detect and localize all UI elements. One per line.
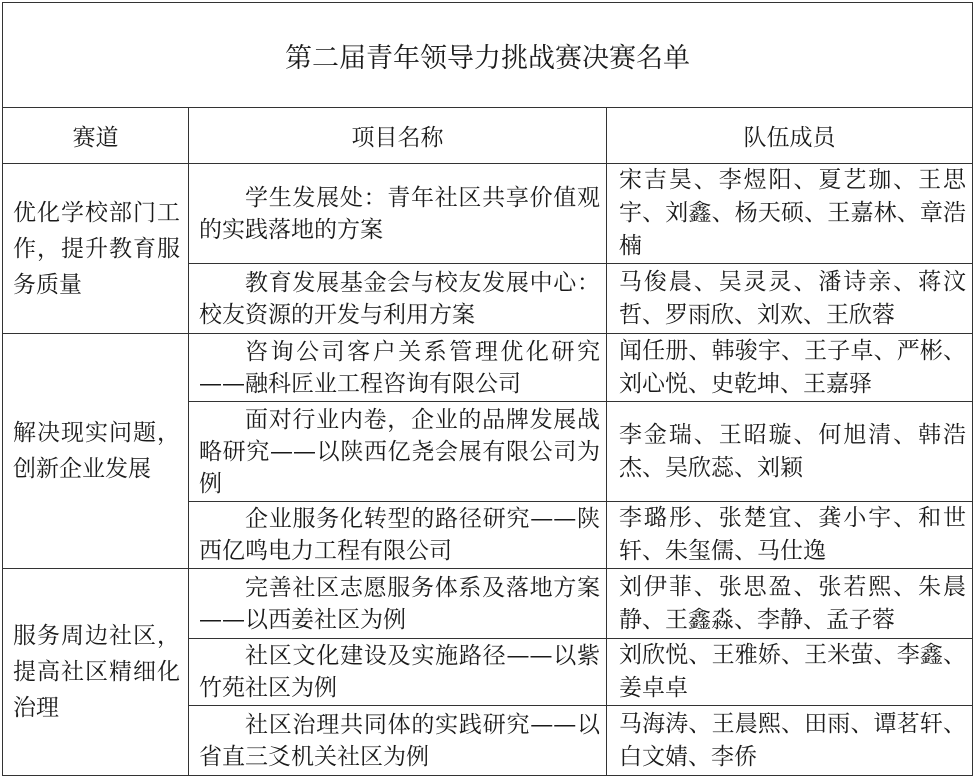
members-cell: 宋吉昊、李煜阳、夏艺珈、王思宇、刘鑫、杨天硕、王嘉林、章浩楠 — [607, 164, 973, 264]
project-cell: 企业服务化转型的路径研究——陕西亿鸣电力工程有限公司 — [189, 502, 607, 569]
project-cell: 社区治理共同体的实践研究——以省直三爻机关社区为例 — [189, 706, 607, 776]
table-row — [3, 569, 973, 639]
members-cell: 刘欣悦、王雅娇、王米萤、李鑫、姜卓卓 — [607, 639, 973, 706]
header-track: 赛道 — [3, 108, 189, 164]
project-cell: 学生发展处：青年社区共享价值观的实践落地的方案 — [189, 164, 607, 264]
project-cell: 面对行业内卷，企业的品牌发展战略研究——以陕西亿尧会展有限公司为例 — [189, 402, 607, 502]
track-cell: 优化学校部门工作，提升教育服务质量 — [3, 164, 189, 334]
project-cell: 完善社区志愿服务体系及落地方案——以西姜社区为例 — [189, 569, 607, 639]
track-cell: 解决现实问题，创新企业发展 — [3, 334, 189, 569]
members-cell: 马海涛、王晨熙、田雨、谭茗轩、白文婧、李侨 — [607, 706, 973, 776]
header-members: 队伍成员 — [607, 108, 973, 164]
members-cell: 马俊晨、吴灵灵、潘诗亲、蒋汶哲、罗雨欣、刘欢、王欣蓉 — [607, 264, 973, 334]
track-cell: 服务周边社区，提高社区精细化治理 — [3, 569, 189, 776]
title-row — [3, 3, 973, 108]
table-title: 第二届青年领导力挑战赛决赛名单 — [3, 3, 973, 108]
project-cell: 咨询公司客户关系管理优化研究——融科匠业工程咨询有限公司 — [189, 334, 607, 402]
members-cell: 李璐彤、张楚宜、龚小宇、和世轩、朱玺儒、马仕逸 — [607, 502, 973, 569]
header-row — [3, 108, 973, 164]
project-cell: 教育发展基金会与校友发展中心：校友资源的开发与利用方案 — [189, 264, 607, 334]
members-cell: 闻任册、韩骏宇、王子卓、严彬、刘心悦、史乾坤、王嘉驿 — [607, 334, 973, 402]
header-project: 项目名称 — [189, 108, 607, 164]
project-cell: 社区文化建设及实施路径——以紫竹苑社区为例 — [189, 639, 607, 706]
members-cell: 李金瑞、王昭璇、何旭清、韩浩杰、吴欣蕊、刘颖 — [607, 402, 973, 502]
finalist-table — [2, 2, 973, 776]
members-cell: 刘伊菲、张思盈、张若熙、朱晨静、王鑫淼、李静、孟子蓉 — [607, 569, 973, 639]
table-row — [3, 334, 973, 402]
table-row — [3, 164, 973, 264]
